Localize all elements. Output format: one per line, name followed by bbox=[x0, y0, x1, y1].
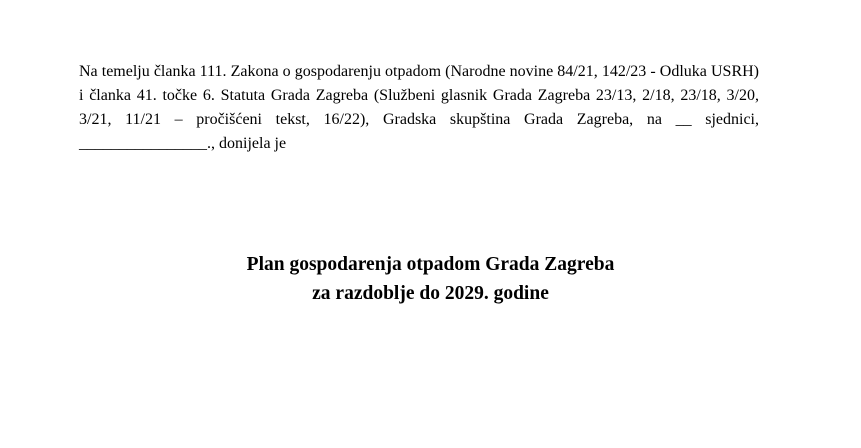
document-title bbox=[0, 250, 861, 308]
title-line-1: Plan gospodarenja otpadom Grada Zagreba bbox=[246, 254, 615, 275]
preamble-paragraph: Na temelju članka 111. Zakona o gospodarenju otpadom (Narodne novine 84/21, 142/23 - Odluka USRH) i članka 41. točke 6. Statuta Grada Zagreba (Službeni glasnik Grada Zagreba 23/13, 2/18, 23/18, 3/20, 3/21, 11/21 – pročišćeni tekst, 16/22), Gradska skupština Grada Zagreba, na __ sjednici, ________________., donijela je bbox=[79, 63, 759, 152]
title-line-2: za razdoblje do 2029. godine bbox=[312, 283, 549, 304]
